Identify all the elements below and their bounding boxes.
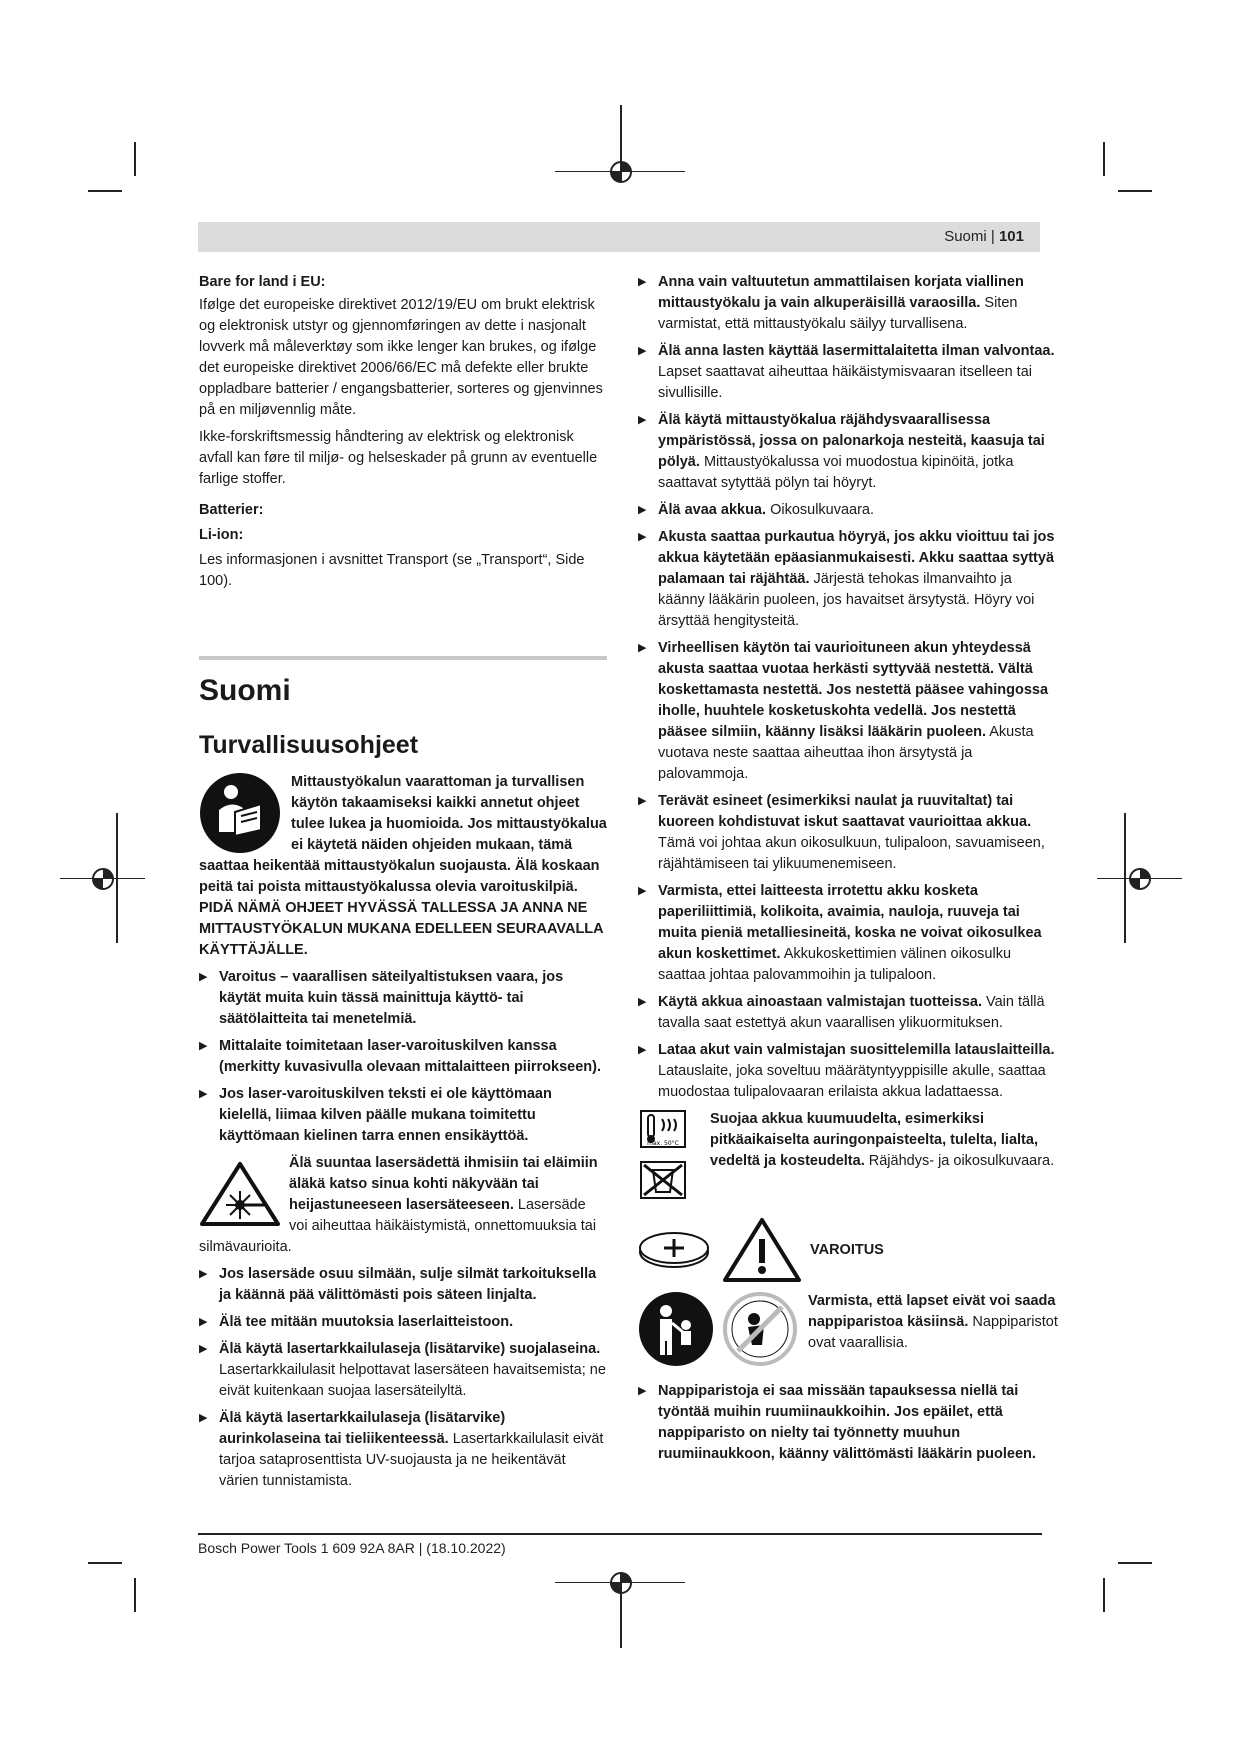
liion-heading: Li-ion: [199,527,244,543]
crop-mark [1118,1562,1152,1564]
list-item [638,500,1058,521]
thermometer-icon [638,1109,688,1149]
intro-text: Mittaustyökalun vaarattoman ja turvallisen käytön takaamiseksi kaikki annetut ohjeet tulee lukea ja huomioida. Jos mittaustyökalua ei käytetä näiden ohjeiden mukaan, tämä saattaa heikentää mittaustyökalun suojausta. Älä koskaan peitä tai poista mittaustyökalussa olevia varoituskilpiä. PIDÄ NÄMÄ OHJEET HYVÄSSÄ TALLESSA JA ANNA NE MITTAUSTYÖKALUN MUKANA EDELLEEN SEURAAVALLA KÄYTTÄJÄLLE. [199,774,607,958]
section-divider [199,656,607,660]
heat-limit-label: max. 50°C [647,1140,679,1147]
bullet-bold: Akusta saattaa purkautua höyryä, jos akku vioittuu tai jos akkua käytetään epäasianmukaisesti. Akku saattaa syttyä palamaan tai räjähtää. [658,529,1055,587]
eu-heading: Bare for land i EU: [199,274,326,290]
bullet-bold: Älä avaa akkua. [658,502,767,518]
bullet-text: Latauslaite, joka soveltuu määrätyntyyppisille akulle, saattaa muodostaa tulipalovaaran erilaista akkua ladattaessa. [658,1063,1046,1100]
header-section: Suomi [944,228,987,245]
list-item [638,527,1058,632]
crop-mark [1103,142,1105,176]
bullet-bold: Virheellisen käytön tai vaurioituneen akun yhteydessä akusta saattaa vuotaa herkästi syttyvää nestettä. Vältä koskettamasta nestettä. Jos nestettä pääsee vahingossa iholle, huuhtele kosketuskohta vedellä. Jos nestettä pääsee silmiin, käänny lisäksi lääkärin puoleen. [658,640,1049,740]
list-item [199,967,607,1030]
list-item [638,272,1058,335]
list-item [199,1264,607,1306]
bullet-bold: Älä käytä lasertarkkailulaseja (lisätarvike) aurinkolaseina tai tieliikenteessä. [219,1410,506,1447]
bullet-list-2 [199,1264,607,1492]
bullet-bold: Varmista, ettei laitteesta irrotettu akku kosketa paperiliittimiä, kolikoita, avaimia, nauloja, ruuveja tai muita pieniä metalliesineitä, koska ne voivat oikosulkea akun koskettimet. [658,883,1042,962]
keep-away-children-icon [638,1291,714,1367]
list-item [638,1040,1058,1103]
coin-battery-icon [638,1230,710,1270]
warning-triangle-icon [722,1217,802,1283]
crop-mark [134,142,136,176]
section-title: Suomi [199,674,291,707]
list-item [199,1408,607,1492]
bullet-text: Mittaustyökalussa voi muodostua kipinöitä, jotka saattavat sytyttää pölyn tai höyryt. [658,454,1014,491]
list-item [199,1312,607,1333]
left-column [199,272,607,1498]
list-item [199,1036,607,1078]
bullet-text: Lasertarkkailulasit eivät tarjoa sataprosenttista UV-suojausta ja ne heikentävät värien tunnistamista. [219,1431,604,1489]
no-swallow-icon [722,1291,798,1367]
bullet-bold: Mittalaite toimitetaan laser-varoituskilven kanssa (merkitty kuvasivulla olevaan mittalaitteen piirrokseen). [219,1038,601,1075]
crop-mark [1103,1578,1105,1612]
coin-bold: Varmista, että lapset eivät voi saada nappiparistoa käsiinsä. [808,1293,1056,1330]
page-footer: Bosch Power Tools 1 609 92A 8AR | (18.10.2022) [198,1540,506,1556]
read-manual-icon [199,772,281,854]
registration-mark-icon [88,864,118,894]
page-number: 101 [998,228,1024,245]
list-item [638,410,1058,494]
registration-mark-icon [606,157,636,187]
heat-text: Räjähdys- ja oikosulkuvaara. [868,1153,1055,1169]
laser-text: Lasersäde voi aiheuttaa häikäistymistä, onnettomuuksia tai silmävaurioita. [199,1197,597,1255]
list-item [638,791,1058,875]
bullet-bold: Älä käytä lasertarkkailulaseja (lisätarvike) suojalaseina. [219,1341,601,1357]
bullet-bold: Jos lasersäde osuu silmään, sulje silmät tarkoituksella ja käännä pää välittömästi pois säteen linjalta. [219,1266,597,1303]
bullet-bold: Älä anna lasten käyttää lasermittalaitetta ilman valvontaa. [658,343,1055,359]
list-item [638,341,1058,404]
bullet-text: Lapset saattavat aiheuttaa häikäistymisvaaran itselleen tai sivullisille. [658,364,1032,401]
coin-text: Nappiparistot ovat vaarallisia. [808,1314,1058,1351]
bullet-list-1 [199,967,607,1147]
list-item [199,1084,607,1147]
bullet-bold: Anna vain valtuutetun ammattilaisen korjata viallinen mittaustyökalu ja vain alkuperäisillä varaosilla. [658,274,1024,311]
liion-text: Les informasjonen i avsnittet Transport (se „Transport“, Side 100). [199,552,585,589]
header-label: Suomi | 101 [944,228,1024,245]
bullet-text: Lasertarkkailulasit helpottavat lasersäteen havaitsemista; ne eivät kuitenkaan suojaa lasersäteilyltä. [219,1362,606,1399]
eu-text-2: Ikke-forskriftsmessig håndtering av elektrisk og elektronisk avfall kan føre til miljø- og helseskader på grunn av eventuelle farlige stoffer. [199,429,598,487]
bullet-text: Siten varmistat, että mittaustyökalu säilyy turvallisena. [658,295,1018,332]
bullet-text: Järjestä tehokas ilmanvaihto ja käänny lääkärin puoleen, jos havaitset ärsytystä. Höyry voi ärsyttää hengitysteitä. [658,571,1035,629]
right-column [638,272,1058,1471]
bullet-bold: Terävät esineet (esimerkiksi naulat ja ruuvitaltat) tai kuoreen kohdistuvat iskut saattavat vaurioittaa akkua. [658,793,1032,830]
bullet-text: Vain tällä tavalla saat estettyä akun vaarallisen ylikuormituksen. [658,994,1045,1031]
laser-warning-block [199,1153,607,1264]
crop-mark [134,1578,136,1612]
intro-block [199,772,607,967]
registration-mark-icon [606,1568,636,1598]
bullet-bold: Jos laser-varoituskilven teksti ei ole käyttömaan kielellä, liimaa kilven päälle mukana toimitettu käyttömaan kielinen tarra ennen ensikäyttöä. [219,1086,552,1144]
bullet-bold: Käytä akkua ainoastaan valmistajan tuotteissa. [658,994,982,1010]
laser-bold: Älä suuntaa lasersädettä ihmisiin tai eläimiin äläkä katso sinua kohti näkyvään tai heijastuneeseen lasersäteeseen. [289,1155,598,1213]
bullet-text: Oikosulkuvaara. [770,502,875,518]
batteries-heading: Batterier: [199,502,264,518]
list-item [638,881,1058,986]
bullet-bold: Lataa akut vain valmistajan suosittelemilla latauslaitteilla. [658,1042,1055,1058]
bullet-bold: Älä tee mitään muutoksia laserlaitteistoon. [219,1314,514,1330]
laser-warning-icon [199,1161,281,1227]
footer-rule [198,1533,1042,1535]
child-warning-text [808,1291,1058,1354]
crop-mark [88,1562,122,1564]
warning-block [638,1217,1058,1283]
subsection-title: Turvallisuusohjeet [199,731,419,759]
child-warning-block [638,1291,1058,1367]
heat-bold: Suojaa akkua kuumuudelta, esimerkiksi pitkäaikaiselta auringonpaisteelta, tulelta, lialta, vedeltä ja kosteudelta. [710,1111,1038,1169]
list-item [199,1339,607,1402]
bullet-bold: Varoitus – vaarallisen säteilyaltistuksen vaara, jos käytät muita kuin tässä mainittuja käyttö- tai säätölaitteita tai menetelmiä. [219,969,564,1027]
crop-mark [88,190,122,192]
bullet-bold: Nappiparistoja ei saa missään tapauksessa niellä tai työntää muihin ruumiinaukkoihin. Jos epäilet, että nappiparisto on nielty tai työnnetty muuhun ruumiinaukkoon, käänny välittömästi lääkärin puoleen. [658,1383,1036,1462]
list-item [638,1381,1058,1465]
eu-text: Ifølge det europeiske direktivet 2012/19/EU om brukt elektrisk og elektronisk utstyr og gjennomføringen av dette i nasjonalt lovverk må måleverktøy som ikke lenger kan brukes, og ifølge det europeiske direktivet 2006/66/EC må defekte eller brukte oppladbare batterier / engangsbatterier, sorteres og gjenvinnes på en miljøvennlig måte. [199,297,603,418]
list-item [638,638,1058,785]
page-header [198,222,1040,252]
registration-mark-icon [1125,864,1155,894]
bullet-bold: Älä käytä mittaustyökalua räjähdysvaarallisessa ympäristössä, jossa on palonarkoja nesteitä, kaasuja tai pölyä. [658,412,1045,470]
list-item [638,992,1058,1034]
bullet-text: Akkukoskettimien välinen oikosulku saattaa johtaa palovammoihin ja tulipaloon. [658,946,1012,983]
battery-bullet-list [638,272,1058,1103]
heat-icons [638,1109,710,1207]
heat-warning-block [638,1109,1058,1207]
bullet-text: Akusta vuotava neste saattaa aiheuttaa ihon ärsytystä ja palovammoja. [658,724,1034,782]
crop-mark [1118,190,1152,192]
heat-warning-text [710,1109,1058,1172]
no-water-icon [638,1160,688,1200]
warning-label: VAROITUS [810,1241,884,1258]
bullet-text: Tämä voi johtaa akun oikosulkuun, tulipaloon, savuamiseen, räjähtämiseen tai ylikuumenemiseen. [658,835,1045,872]
